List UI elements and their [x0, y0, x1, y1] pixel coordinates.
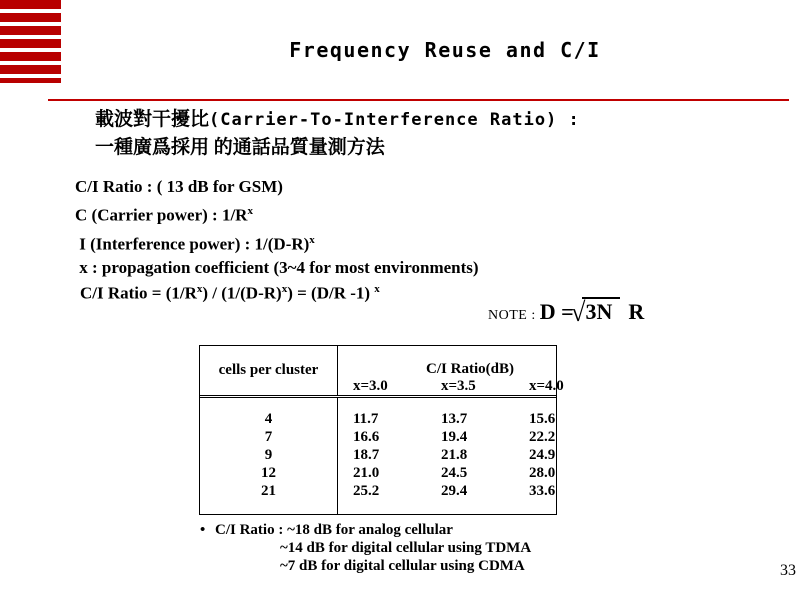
intro-text	[95, 106, 580, 162]
table-row: 16.6 19.4 22.2	[353, 429, 556, 445]
note-math: D =√3N R	[539, 297, 645, 327]
note-label: NOTE :	[488, 308, 536, 323]
table-row: 11.7 13.7 15.6	[353, 411, 556, 427]
ci-ratio-formula: C/I Ratio = $(1/R^x) / (1/(D-R)^x) = (D/R$ -1) $^x$	[80, 283, 380, 303]
values-columns	[338, 398, 602, 514]
note-line-cdma: ~7 dB for digital cellular using CDMA	[280, 558, 525, 574]
table-body	[200, 398, 556, 514]
def-ci-ratio: C/I Ratio : ( 13 dB for GSM)	[75, 177, 283, 196]
cluster-sizes-column	[200, 398, 338, 514]
table-header-row	[200, 346, 564, 398]
sub-header-x35: x=3.5	[441, 378, 476, 394]
title-divider-rule	[48, 99, 789, 101]
sub-header-x40: x=4.0	[529, 378, 564, 394]
cluster-size: 7	[264, 429, 273, 445]
sub-headers	[338, 378, 602, 395]
table-row: 25.2 29.4 33.6	[353, 483, 556, 499]
def-carrier-power: C (Carrier power) : $1/R^x$	[75, 205, 253, 225]
ci-ratio-table	[199, 345, 564, 515]
cluster-size: 21	[261, 483, 276, 499]
cluster-size: 9	[264, 447, 273, 463]
slide-title: Frequency Reuse and C/I	[289, 38, 601, 62]
intro-en-paren: (Carrier-To-Interference Ratio)	[209, 110, 558, 130]
def-propagation-coefficient: x : propagation coefficient (3~4 for most environments)	[75, 258, 479, 278]
col1-header: cells per cluster	[200, 346, 338, 395]
intro-line1	[95, 106, 580, 134]
data-header	[338, 346, 602, 395]
sqrt-symbol-icon: √	[570, 297, 586, 327]
cluster-size: 4	[264, 411, 273, 427]
note-line-tdma: ~14 dB for digital cellular using TDMA	[280, 540, 532, 556]
intro-zh-prefix: 載波對干擾比	[95, 109, 210, 130]
group-header: C/I Ratio(dB)	[426, 361, 514, 377]
note-radicand: 3N	[582, 297, 620, 324]
sub-header-x30: x=3.0	[353, 378, 388, 394]
definitions-block	[75, 175, 479, 280]
def-interference-power: I (Interference power) : $1/(D-R)^x$	[75, 233, 315, 254]
cluster-size: 12	[261, 465, 276, 481]
table-row: 21.0 24.5 28.0	[353, 465, 556, 481]
note-line-analog: • C/I Ratio : ~18 dB for analog cellular	[200, 522, 453, 538]
bullet-icon: •	[200, 522, 206, 538]
bottom-notes	[200, 521, 531, 575]
note-formula	[488, 297, 644, 328]
page-number: 33	[780, 562, 796, 579]
intro-line2: 一種廣爲採用 的通話品質量測方法	[95, 137, 385, 158]
intro-colon: :	[557, 110, 580, 130]
table-row: 18.7 21.8 24.9	[353, 447, 556, 463]
red-stripes-logo-icon	[0, 0, 61, 83]
